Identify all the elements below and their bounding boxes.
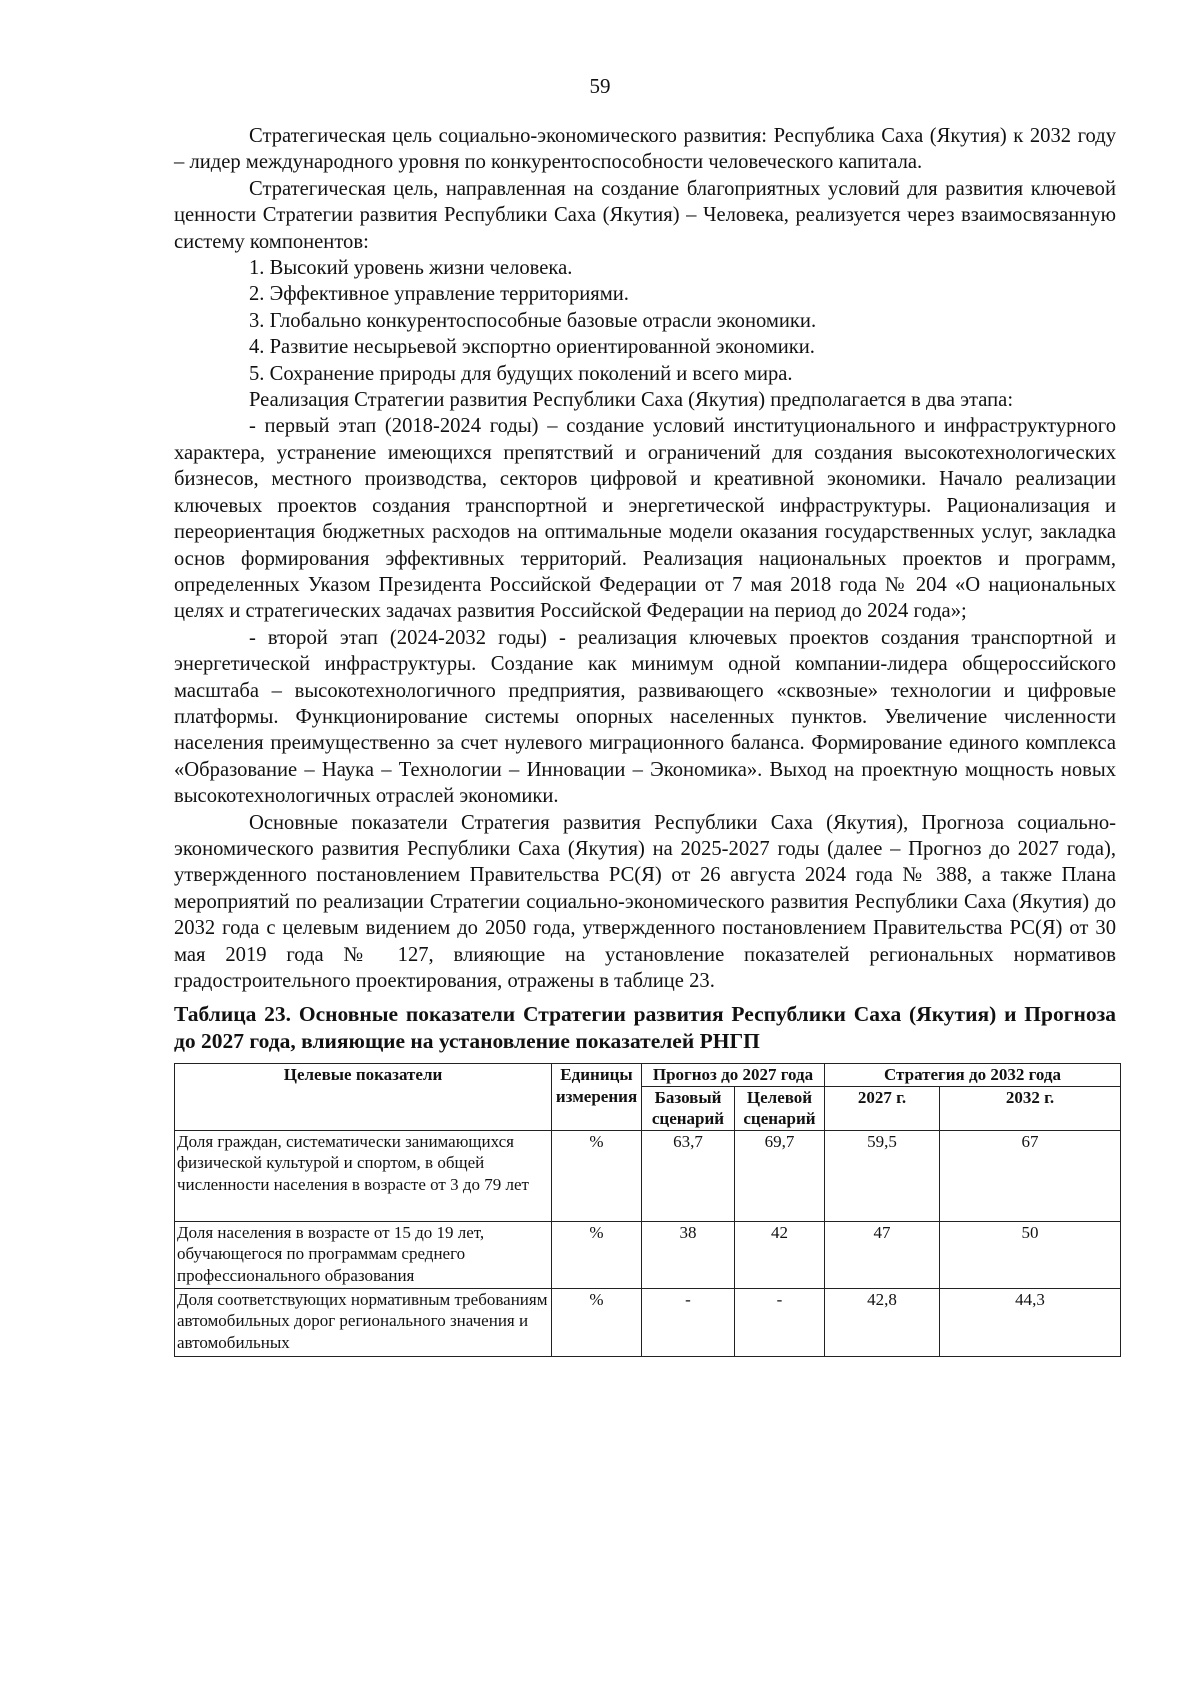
header-units: Единицы измерения (552, 1064, 642, 1131)
cell-2027: 42,8 (825, 1288, 940, 1356)
cell-2032: 50 (940, 1221, 1121, 1288)
cell-target: 42 (735, 1221, 825, 1288)
cell-2032: 67 (940, 1130, 1121, 1221)
header-base-scenario: Базовый сценарий (642, 1086, 735, 1130)
header-forecast-group: Прогноз до 2027 года (642, 1064, 825, 1087)
list-item: 1. Высокий уровень жизни человека. (249, 257, 573, 280)
cell-indicator: Доля населения в возрасте от 15 до 19 лет, обучающегося по программам среднего профессионального образования (175, 1221, 552, 1288)
paragraph-stage-1: - первый этап (2018-2024 годы) – создание условий институционального и инфраструктурного характера, устранение имеющихся препятствий и ограничений для создания высокотехнологических бизнесов, местного производства, секторов цифровой и креативной экономики. Начало реализации ключевых проектов создания транспортной и энергетической инфраструктуры. Рационализация и переориентация бюджетных расходов на оптимальные модели оказания государственных услуг, закладка основ формирования эффективных территорий. Реализация национальных проектов и программ, определенных Указом Президента Российской Федерации от 7 мая 2018 года № 204 «О национальных целях и стратегических задачах развития Российской Федерации на период до 2024 года»; (174, 415, 1116, 623)
cell-unit: % (552, 1288, 642, 1356)
cell-target: 69,7 (735, 1130, 825, 1221)
document-body (174, 123, 1116, 1357)
cell-2027: 47 (825, 1221, 940, 1288)
cell-target: - (735, 1288, 825, 1356)
header-strategy-group: Стратегия до 2032 года (825, 1064, 1121, 1087)
page-number: 59 (589, 74, 611, 98)
paragraph-components-intro: Стратегическая цель, направленная на создание благоприятных условий для развития ключевой ценности Стратегии развития Республики Саха (Якутия) – Человека, реализуется через взаимосвязанную систему компонентов: (174, 177, 1116, 253)
table-caption: Таблица 23. Основные показатели Стратегии развития Республики Саха (Якутия) и Прогноза до 2027 года, влияющие на установление показателей РНГП (174, 1002, 1116, 1054)
header-target-scenario: Целевой сценарий (735, 1086, 825, 1130)
paragraph-stage-2: - второй этап (2024-2032 годы) - реализация ключевых проектов создания транспортной и энергетической инфраструктуры. Создание как минимум одной компании-лидера общероссийского масштаба – высокотехнологичного предприятия, развивающего «сквозные» технологии и цифровые платформы. Функционирование системы опорных населенных пунктов. Увеличение численности населения преимущественно за счет нулевого миграционного баланса. Формирование единого комплекса «Образование – Наука – Технологии – Инновации – Экономика». Выход на проектную мощность новых высокотехнологичных отраслей экономики. (174, 626, 1116, 808)
list-item: 5. Сохранение природы для будущих поколений и всего мира. (249, 362, 793, 385)
table-row (175, 1288, 1121, 1356)
header-indicators: Целевые показатели (175, 1064, 552, 1131)
paragraph-strategic-goal: Стратегическая цель социально-экономического развития: Республика Саха (Якутия) к 2032 году – лидер международного уровня по конкурентоспособности человеческого капитала. (174, 125, 1116, 174)
header-2027: 2027 г. (825, 1086, 940, 1130)
cell-unit: % (552, 1130, 642, 1221)
cell-base: 38 (642, 1221, 735, 1288)
cell-base: - (642, 1288, 735, 1356)
paragraph-closing: Основные показатели Стратегия развития Республики Саха (Якутия), Прогноза социально-экономического развития Республики Саха (Якутия) на 2025-2027 годы (далее – Прогноз до 2027 года), утвержденного постановлением Правительства РС(Я) от 26 августа 2024 года № 388, а также Плана мероприятий по реализации Стратегии социально-экономического развития Республики Саха (Якутия) до 2032 года с целевым видением до 2050 года, утвержденного постановлением Правительства РС(Я) от 30 мая 2019 года № 127, влияющие на установление показателей региональных нормативов градостроительного проектирования, отражены в таблице 23. (174, 811, 1116, 992)
list-item: 2. Эффективное управление территориями. (249, 283, 629, 306)
cell-indicator: Доля граждан, систематически занимающихся физической культурой и спортом, в общей численности населения в возрасте от 3 до 79 лет (175, 1130, 552, 1221)
cell-2032: 44,3 (940, 1288, 1121, 1356)
cell-unit: % (552, 1221, 642, 1288)
table-row (175, 1221, 1121, 1288)
cell-indicator: Доля соответствующих нормативным требованиям автомобильных дорог регионального значения и автомобильных (175, 1288, 552, 1356)
list-item: 4. Развитие несырьевой экспортно ориентированной экономики. (249, 336, 815, 359)
list-item: 3. Глобально конкурентоспособные базовые отрасли экономики. (249, 309, 817, 332)
indicators-table (174, 1063, 1121, 1357)
paragraph-stages-intro: Реализация Стратегии развития Республики Саха (Якутия) предполагается в два этапа: (249, 389, 1014, 412)
table-row (175, 1130, 1121, 1221)
header-2032: 2032 г. (940, 1086, 1121, 1130)
cell-base: 63,7 (642, 1130, 735, 1221)
cell-2027: 59,5 (825, 1130, 940, 1221)
